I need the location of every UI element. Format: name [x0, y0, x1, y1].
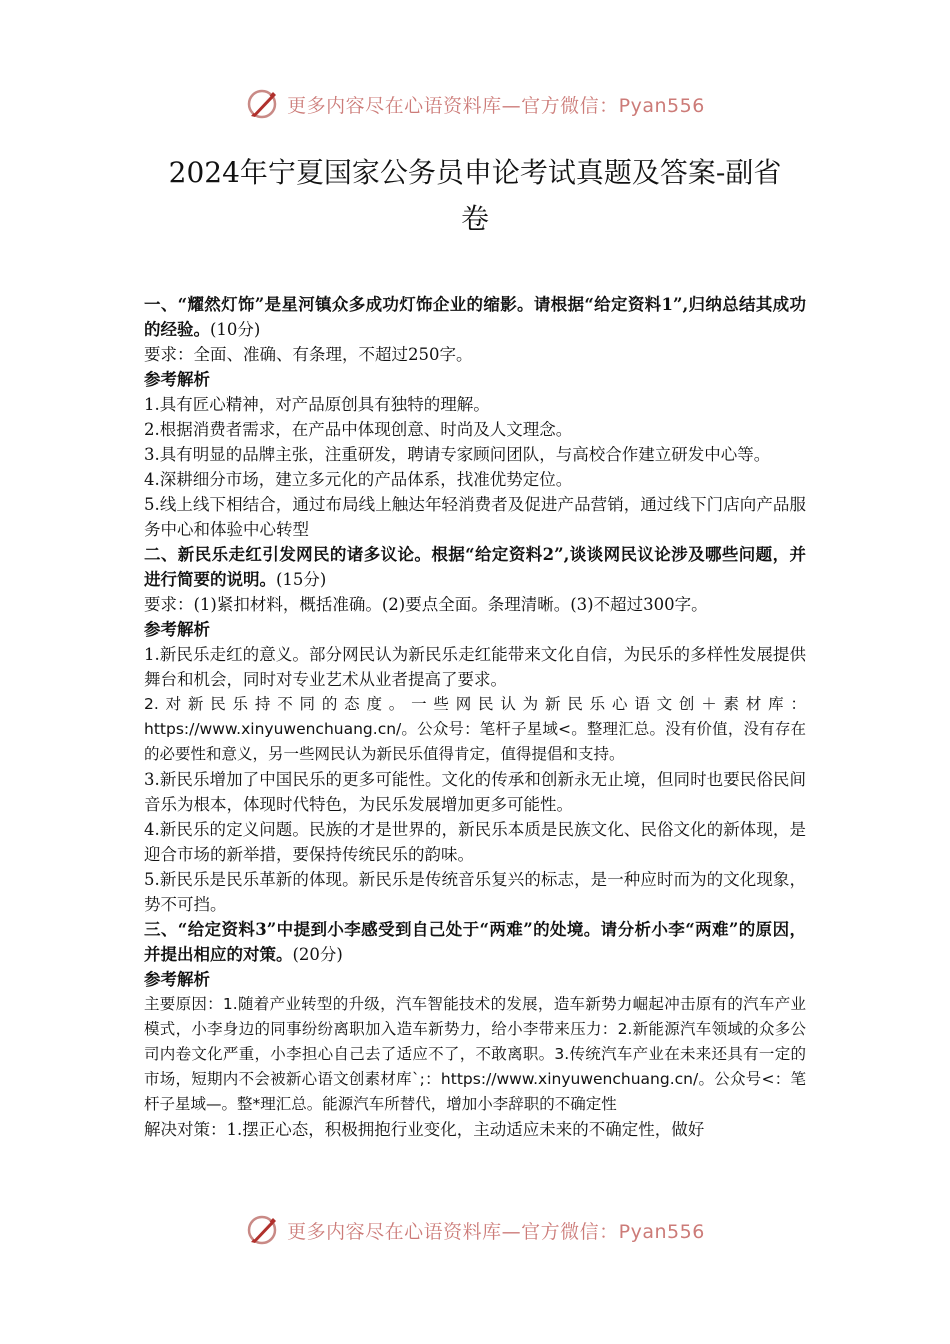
quill-logo-icon — [245, 86, 281, 122]
document-body — [144, 292, 806, 1142]
quill-logo-icon — [245, 1212, 281, 1248]
title-line-2: 卷 — [460, 202, 489, 235]
footer-watermark-banner — [0, 1210, 950, 1250]
answer-heading: 参考解析 — [144, 620, 210, 639]
title-line-1: 2024年宁夏国家公务员申论考试真题及答案-副省 — [168, 156, 782, 189]
question-2-points: (15分) — [276, 570, 327, 589]
answer-item: 4.新民乐的定义问题。民族的才是世界的，新民乐本质是民族文化、民俗文化的新体现，是迎合市场的新举措，要保持传统民乐的韵味。 — [144, 820, 806, 864]
answer-heading: 参考解析 — [144, 370, 210, 389]
answer-heading: 参考解析 — [144, 970, 210, 989]
question-3-text: 三、“给定资料3”中提到小李感受到自己处于“两难”的处境。请分析小李“两难”的原因，并提出相应的对策。 — [144, 920, 806, 964]
answer-item: 2.根据消费者需求，在产品中体现创意、时尚及人文理念。 — [144, 420, 573, 439]
question-1 — [144, 292, 806, 342]
answer-item: 4.深耕细分市场，建立多元化的产品体系，找准优势定位。 — [144, 470, 573, 489]
answer-item: 5.线上线下相结合，通过布局线上触达年轻消费者及促进产品营销，通过线下门店向产品服务中心和体验中心转型 — [144, 495, 806, 539]
question-1-text: 一、“耀然灯饰”是星河镇众多成功灯饰企业的缩影。请根据“给定资料1”,归纳总结其成功的经验。 — [144, 295, 806, 339]
question-3-points: (20分) — [292, 945, 343, 964]
answer-item: 3.具有明显的品牌主张，注重研发，聘请专家顾问团队，与高校合作建立研发中心等。 — [144, 445, 771, 464]
question-1-requirement: 要求：全面、准确、有条理，不超过250字。 — [144, 345, 473, 364]
answer-causes: 主要原因：1.随着产业转型的升级，汽车智能技术的发展，造车新势力崛起冲击原有的汽车产业模式，小李身边的同事纷纷离职加入造车新势力，给小李带来压力：2.新能源汽车领域的众多公司内卷文化严重，小李担心自己去了适应不了，不敢离职。3.传统汽车产业在未来还具有一定的市场，短期内不会被新心语文创素材库`;：https://www.xinyuwenchuang.cn/。公众号<：笔杆子星域—。整*理汇总。能源汽车所替代，增加小李辞职的不确定性 — [144, 995, 806, 1113]
answer-item: 1.具有匠心精神，对产品原创具有独特的理解。 — [144, 395, 490, 414]
question-2-requirement: 要求：(1)紧扣材料，概括准确。(2)要点全面。条理清晰。(3)不超过300字。 — [144, 595, 708, 614]
answer-item: 5.新民乐是民乐革新的体现。新民乐是传统音乐复兴的标志，是一种应时而为的文化现象，势不可挡。 — [144, 870, 806, 914]
header-watermark-banner — [0, 84, 950, 124]
page-title — [120, 150, 830, 242]
answer-item: 2.对新民乐持不同的态度。一些网民认为新民乐心语文创＋素材库：https://www.xinyuwenchuang.cn/。公众号：笔杆子星域<。整理汇总。没有价值，没有存在的必要性和意义，另一些网民认为新民乐值得肯定，值得提倡和支持。 — [144, 695, 806, 763]
question-3 — [144, 917, 806, 967]
banner-text: 更多内容尽在心语资料库—官方微信：Pyan556 — [287, 1220, 705, 1243]
answer-item: 1.新民乐走红的意义。部分网民认为新民乐走红能带来文化自信，为民乐的多样性发展提供舞台和机会，同时对专业艺术从业者提高了要求。 — [144, 645, 806, 689]
answer-solutions: 解决对策：1.摆正心态，积极拥抱行业变化，主动适应未来的不确定性，做好 — [144, 1120, 705, 1139]
question-2 — [144, 542, 806, 592]
question-2-text: 二、新民乐走红引发网民的诸多议论。根据“给定资料2”,谈谈网民议论涉及哪些问题，并进行简要的说明。 — [144, 545, 806, 589]
answer-item: 3.新民乐增加了中国民乐的更多可能性。文化的传承和创新永无止境，但同时也要民俗民间音乐为根本，体现时代特色，为民乐发展增加更多可能性。 — [144, 770, 806, 814]
banner-text: 更多内容尽在心语资料库—官方微信：Pyan556 — [287, 94, 705, 117]
question-1-points: (10分) — [210, 320, 261, 339]
